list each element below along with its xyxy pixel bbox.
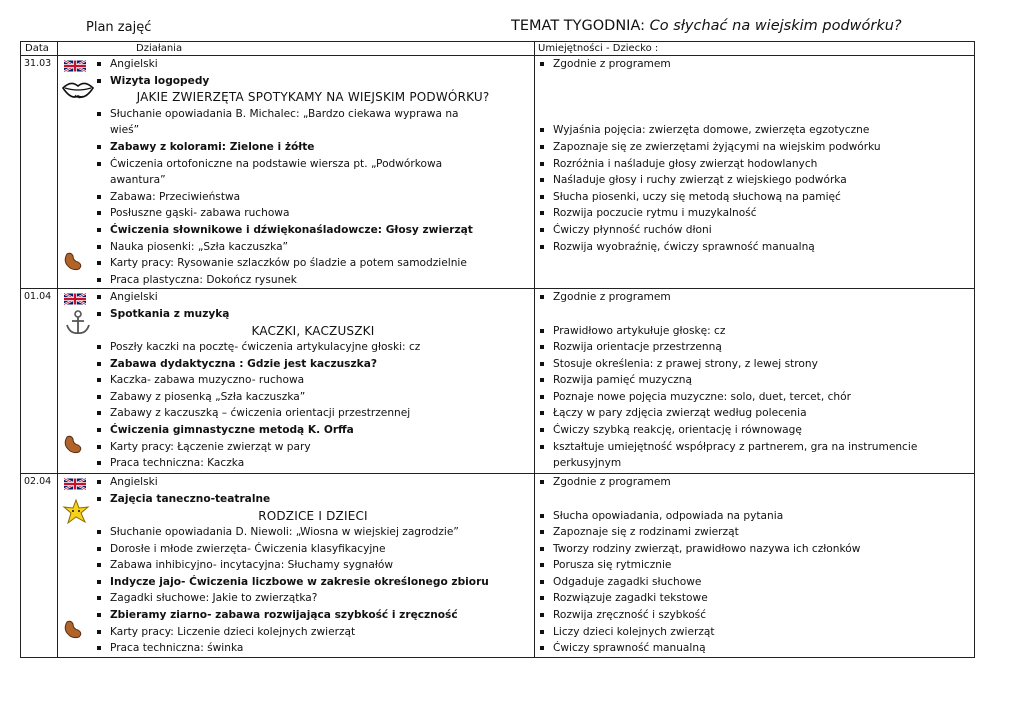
- list-item: Zabawa: Przeciwieństwa: [92, 189, 534, 206]
- day-date: 01.04: [21, 289, 58, 474]
- list-item: Liczy dzieci kolejnych zwierząt: [535, 624, 974, 641]
- list-item: Zajęcia taneczno-teatralne: [92, 491, 534, 508]
- skills-list: [535, 289, 974, 472]
- day-activities-cell: [58, 289, 535, 474]
- anchor-icon: [64, 309, 92, 337]
- day-activities-cell: [58, 474, 535, 658]
- spacer: [535, 491, 974, 508]
- list-item: Słuchanie opowiadania D. Niewoli: „Wiosna w wiejskiej zagrodzie”: [92, 524, 534, 541]
- list-item: Spotkania z muzyką: [92, 306, 534, 323]
- uk-flag-icon: [64, 59, 86, 73]
- list-item: Posłuszne gąski- zabawa ruchowa: [92, 205, 534, 222]
- list-item: Łączy w pary zdjęcia zwierząt według polecenia: [535, 405, 974, 422]
- activities-list: [58, 474, 534, 657]
- list-item: Ćwiczy płynność ruchów dłoni: [535, 222, 974, 239]
- list-item: Zgodnie z programem: [535, 474, 974, 491]
- list-item: Zgodnie z programem: [535, 56, 974, 73]
- list-item: Zgodnie z programem: [535, 289, 974, 306]
- day-theme-title: KACZKI, KACZUSZKI: [251, 323, 375, 338]
- list-item: Dorosłe i młode zwierzęta- Ćwiczenia klasyfikacyjne: [92, 541, 534, 558]
- list-item: Ćwiczy sprawność manualną: [535, 640, 974, 657]
- list-item: Rozwija wyobraźnię, ćwiczy sprawność manualną: [535, 239, 974, 256]
- star-icon: [62, 498, 90, 526]
- list-item: Zbieramy ziarno- zabawa rozwijająca szybkość i zręczność: [92, 607, 534, 624]
- day-theme-title: JAKIE ZWIERZĘTA SPOTYKAMY NA WIEJSKIM PODWÓRKU?: [136, 90, 490, 105]
- spacer: [535, 89, 974, 106]
- table-header-row: [21, 42, 975, 56]
- week-topic-header: [511, 18, 902, 34]
- list-item: Rozwija pamięć muzyczną: [535, 372, 974, 389]
- day-activities-cell: [58, 56, 535, 289]
- list-item: Praca techniczna: świnka: [92, 640, 534, 657]
- list-item: Ćwiczenia ortofoniczne na podstawie wiersza pt. „Podwórkowa: [92, 156, 534, 173]
- list-item: Ćwiczenia słownikowe i dźwiękonaśladowcze: Głosy zwierząt: [92, 222, 534, 239]
- spacer: [535, 306, 974, 323]
- list-item: Rozróżnia i naśladuje głosy zwierząt hodowlanych: [535, 156, 974, 173]
- list-item: Wyjaśnia pojęcia: zwierzęta domowe, zwierzęta egzotyczne: [535, 122, 974, 139]
- list-item: Naśladuje głosy i ruchy zwierząt z wiejskiego podwórka: [535, 172, 974, 189]
- list-item: Słucha opowiadania, odpowiada na pytania: [535, 508, 974, 525]
- list-item: kształtuje umiejętność współpracy z partnerem, gra na instrumencie: [535, 439, 974, 456]
- week-topic-label: TEMAT TYGODNIA:: [511, 18, 645, 34]
- list-item: Rozwiązuje zagadki tekstowe: [535, 590, 974, 607]
- list-item: Słucha piosenki, uczy się metodą słuchową na pamięć: [535, 189, 974, 206]
- list-item: Ćwiczy szybką reakcję, orientację i równowagę: [535, 422, 974, 439]
- list-item: Tworzy rodziny zwierząt, prawidłowo nazywa ich członków: [535, 541, 974, 558]
- list-item: Zabawy z piosenką „Szła kaczuszka”: [92, 389, 534, 406]
- list-item: Praca techniczna: Kaczka: [92, 455, 534, 472]
- spacer: [535, 106, 974, 123]
- list-item: Angielski: [92, 56, 534, 73]
- list-item: Słuchanie opowiadania B. Michalec: „Bardzo ciekawa wyprawa na: [92, 106, 534, 123]
- uk-flag-icon: [64, 477, 86, 491]
- activities-list: [58, 289, 534, 472]
- plan-table: [20, 41, 975, 658]
- list-item: Angielski: [92, 474, 534, 491]
- day-date: 31.03: [21, 56, 58, 289]
- list-item: Zapoznaje się ze zwierzętami żyjącymi na wiejskim podwórku: [535, 139, 974, 156]
- uk-flag-icon: [64, 292, 86, 306]
- list-item: Stosuje określenia: z prawej strony, z lewej strony: [535, 356, 974, 373]
- day-row: [21, 289, 975, 474]
- list-item: Zabawa dydaktyczna : Gdzie jest kaczuszka?: [92, 356, 534, 373]
- column-activities: Działania: [58, 42, 535, 56]
- list-item: Karty pracy: Łączenie zwierząt w pary: [92, 439, 534, 456]
- list-item: Indycze jajo- Ćwiczenia liczbowe w zakresie określonego zbioru: [92, 574, 534, 591]
- list-item: Wizyta logopedy: [92, 73, 534, 90]
- week-topic-title: Co słychać na wiejskim podwórku?: [649, 18, 902, 34]
- list-item: Kaczka- zabawa muzyczno- ruchowa: [92, 372, 534, 389]
- day-row: [21, 56, 975, 289]
- day-skills-cell: [535, 289, 975, 474]
- day-skills-cell: [535, 474, 975, 658]
- list-item: Karty pracy: Rysowanie szlaczków po śladzie a potem samodzielnie: [92, 255, 534, 272]
- list-item-continuation: perkusyjnym: [553, 457, 622, 470]
- list-item: Rozwija zręczność i szybkość: [535, 607, 974, 624]
- column-date: Data: [21, 42, 58, 56]
- list-item: Zabawy z kolorami: Zielone i żółte: [92, 139, 534, 156]
- list-item: Angielski: [92, 289, 534, 306]
- list-item-continuation: awantura”: [110, 174, 166, 187]
- spacer: [535, 73, 974, 90]
- list-item: Zagadki słuchowe: Jakie to zwierzątka?: [92, 590, 534, 607]
- list-item: Rozwija poczucie rytmu i muzykalność: [535, 205, 974, 222]
- list-item: Prawidłowo artykułuje głoskę: cz: [535, 323, 974, 340]
- day-theme-title: RODZICE I DZIECI: [258, 508, 368, 523]
- list-item: Praca plastyczna: Dokończ rysunek: [92, 272, 534, 289]
- day-skills-cell: [535, 56, 975, 289]
- day-date: 02.04: [21, 474, 58, 658]
- list-item: Rozwija orientacje przestrzenną: [535, 339, 974, 356]
- lips-icon: [61, 78, 95, 102]
- list-item: Odgaduje zagadki słuchowe: [535, 574, 974, 591]
- list-item: Zapoznaje się z rodzinami zwierząt: [535, 524, 974, 541]
- list-item: Poszły kaczki na pocztę- ćwiczenia artykulacyjne głoski: cz: [92, 339, 534, 356]
- activities-list: [58, 56, 534, 288]
- bean-icon: [62, 619, 84, 641]
- column-skills: Umiejętności - Dziecko :: [535, 42, 975, 56]
- list-item: Zabawa inhibicyjno- incytacyjna: Słuchamy sygnałów: [92, 557, 534, 574]
- day-row: [21, 474, 975, 658]
- list-item: Karty pracy: Liczenie dzieci kolejnych zwierząt: [92, 624, 534, 641]
- list-item: Nauka piosenki: „Szła kaczuszka”: [92, 239, 534, 256]
- list-item: Zabawy z kaczuszką – ćwiczenia orientacji przestrzennej: [92, 405, 534, 422]
- plan-title: Plan zajęć: [86, 20, 152, 35]
- skills-list: [535, 56, 974, 255]
- list-item: Porusza się rytmicznie: [535, 557, 974, 574]
- list-item-continuation: wieś”: [110, 124, 140, 137]
- list-item: Poznaje nowe pojęcia muzyczne: solo, duet, tercet, chór: [535, 389, 974, 406]
- skills-list: [535, 474, 974, 657]
- bean-icon: [62, 251, 84, 273]
- list-item: Ćwiczenia gimnastyczne metodą K. Orffa: [92, 422, 534, 439]
- bean-icon: [62, 434, 84, 456]
